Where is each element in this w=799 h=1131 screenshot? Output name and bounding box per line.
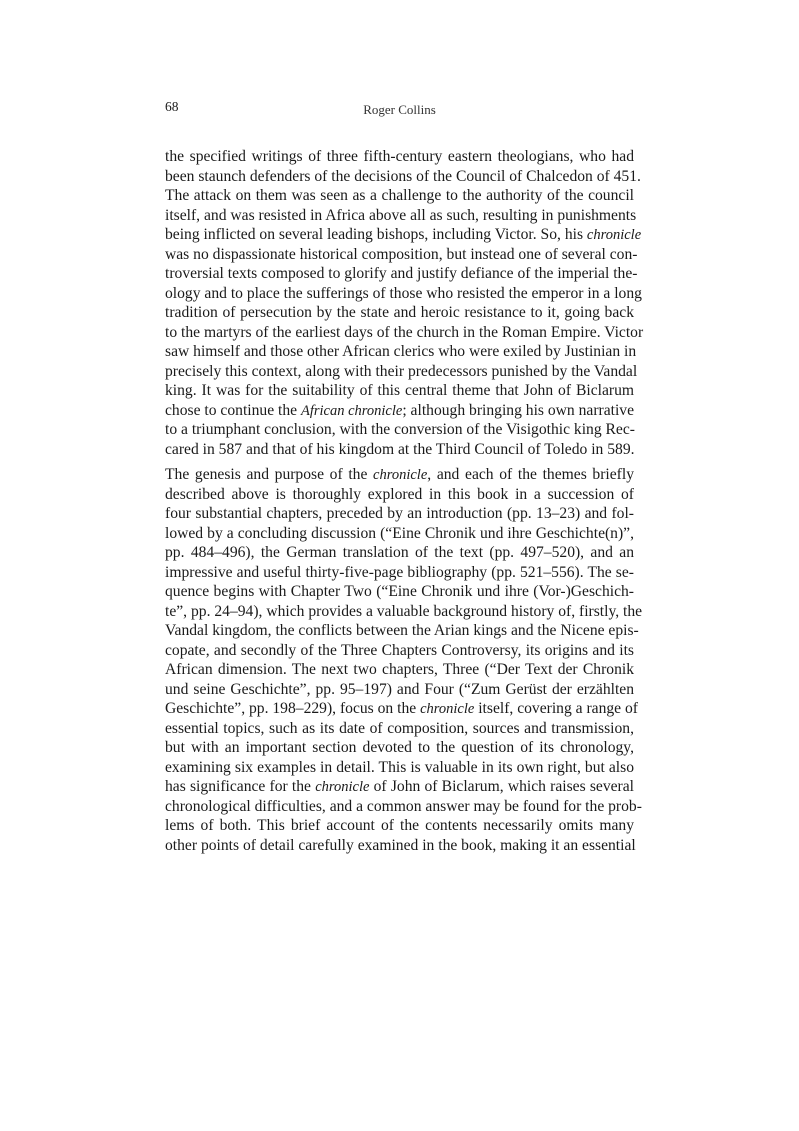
text-run: chronological difficulties, and a common answer may be found for the prob- — [165, 797, 642, 815]
text-line — [165, 641, 634, 661]
text-line — [165, 206, 637, 226]
text-line — [165, 602, 643, 622]
text-run: king. It was for the suitability of this central theme that John of Biclarum — [165, 382, 634, 399]
running-head-author: Roger Collins — [363, 102, 436, 117]
page-number: 68 — [165, 99, 179, 114]
text-run: chose to continue the — [165, 401, 301, 419]
text-run: itself, and was resisted in Africa above all as such, resulting in punishments — [165, 206, 637, 224]
text-run: other points of detail carefully examined in the book, making it an essential — [165, 836, 636, 854]
text-line — [165, 543, 634, 563]
italic-title: chronicle — [420, 701, 475, 717]
text-run: te”, pp. 24–94), which provides a valuable background history of, firstly, the — [165, 602, 643, 620]
text-run: , and each of the themes briefly — [427, 466, 634, 483]
text-line — [165, 284, 642, 304]
paragraph — [165, 465, 643, 855]
text-run: troversial texts composed to glorify and justify defiance of the imperial the- — [165, 265, 638, 282]
text-run: The genesis and purpose of the — [165, 466, 374, 483]
text-run: lowed by a concluding discussion (“Eine Chronik und ihre Geschichte(n)”, — [165, 524, 634, 542]
text-line — [165, 264, 638, 284]
text-line — [165, 699, 638, 719]
italic-title: African chronicle — [300, 402, 403, 419]
italic-title: chronicle — [315, 779, 370, 795]
text-run: but with an important section devoted to the question of its chronology, — [165, 739, 634, 756]
text-run: being inflicted on several leading bishops, including Victor. So, his — [165, 226, 587, 243]
text-line — [165, 465, 634, 485]
text-line — [165, 440, 634, 460]
text-run: examining six examples in detail. This is valuable in its own right, but also — [165, 758, 634, 776]
text-line — [165, 797, 642, 817]
paragraph — [165, 147, 644, 459]
italic-title: chronicle — [586, 227, 642, 243]
text-run: to the martyrs of the earliest days of the church in the Roman Empire. Victor — [165, 323, 644, 341]
text-line — [165, 420, 634, 440]
text-line — [165, 758, 634, 778]
text-run: described above is thoroughly explored in this book in a succession of — [165, 485, 634, 503]
text-line — [165, 381, 634, 401]
text-run: itself, covering a range of — [474, 700, 638, 717]
text-run: tradition of persecution by the state and heroic resistance to it, going back — [165, 304, 634, 321]
text-run: African dimension. The next two chapters, Three (“Der Text der Chronik — [165, 661, 634, 678]
text-run: saw himself and those other African clerics who were exiled by Justinian in — [165, 343, 637, 360]
text-run: been staunch defenders of the decisions of the Council of Chalcedon of 451. — [165, 167, 641, 185]
text-line — [165, 401, 634, 421]
text-run: of John of Biclarum, which raises several — [369, 778, 635, 795]
text-line — [165, 186, 634, 206]
text-run: Vandal kingdom, the conflicts between the Arian kings and the Nicene epis- — [165, 622, 639, 639]
text-line — [165, 738, 634, 758]
text-run: impressive and useful thirty-five-page bibliography (pp. 521–556). The se- — [165, 563, 634, 581]
text-run: pp. 484–496), the German translation of the text (pp. 497–520), and an — [165, 544, 634, 561]
text-run: Geschichte”, pp. 198–229), focus on the — [165, 700, 421, 717]
text-line — [165, 621, 639, 641]
text-line — [165, 362, 638, 382]
text-run: to a triumphant conclusion, with the conversion of the Visigothic king Rec- — [165, 421, 635, 438]
text-run: essential topics, such as its date of composition, sources and transmission, — [165, 719, 634, 737]
italic-title: chronicle — [373, 467, 428, 483]
text-run: und seine Geschichte”, pp. 95–197) and Four (“Zum Gerüst der erzählten — [165, 680, 634, 698]
text-run: lems of both. This brief account of the contents necessarily omits many — [165, 817, 634, 834]
text-line — [165, 504, 634, 524]
text-run: quence begins with Chapter Two (“Eine Chronik und ihre (Vor-)Geschich- — [165, 583, 634, 600]
text-line — [165, 660, 634, 680]
text-line — [165, 524, 634, 544]
text-line — [165, 342, 637, 362]
text-line — [165, 816, 634, 836]
text-run: ; although bringing his own narrative — [402, 401, 635, 419]
text-line — [165, 147, 634, 167]
text-line — [165, 245, 638, 265]
text-run: The attack on them was seen as a challenge to the authority of the council — [165, 187, 634, 204]
text-line — [165, 323, 644, 343]
text-run: copate, and secondly of the Three Chapters Controversy, its origins and its — [165, 641, 634, 659]
text-line — [165, 680, 634, 700]
text-run: has significance for the — [165, 778, 316, 795]
text-run: ology and to place the sufferings of those who resisted the emperor in a long — [165, 284, 642, 302]
text-run: precisely this context, along with their predecessors punished by the Vandal — [165, 362, 638, 380]
text-line — [165, 582, 634, 602]
body-text — [165, 147, 644, 861]
text-run: was no dispassionate historical composition, but instead one of several con- — [165, 245, 638, 263]
text-line — [165, 836, 634, 856]
text-line — [165, 167, 641, 187]
text-line — [165, 225, 642, 245]
text-line — [165, 563, 634, 583]
text-run: four substantial chapters, preceded by an introduction (pp. 13–23) and fol- — [165, 505, 634, 522]
text-line — [165, 719, 634, 739]
text-line — [165, 485, 634, 505]
text-line — [165, 303, 634, 323]
text-line — [165, 777, 634, 797]
text-run: the specified writings of three fifth-century eastern theologians, who had — [165, 148, 634, 165]
text-run: cared in 587 and that of his kingdom at the Third Council of Toledo in 589. — [165, 440, 635, 458]
